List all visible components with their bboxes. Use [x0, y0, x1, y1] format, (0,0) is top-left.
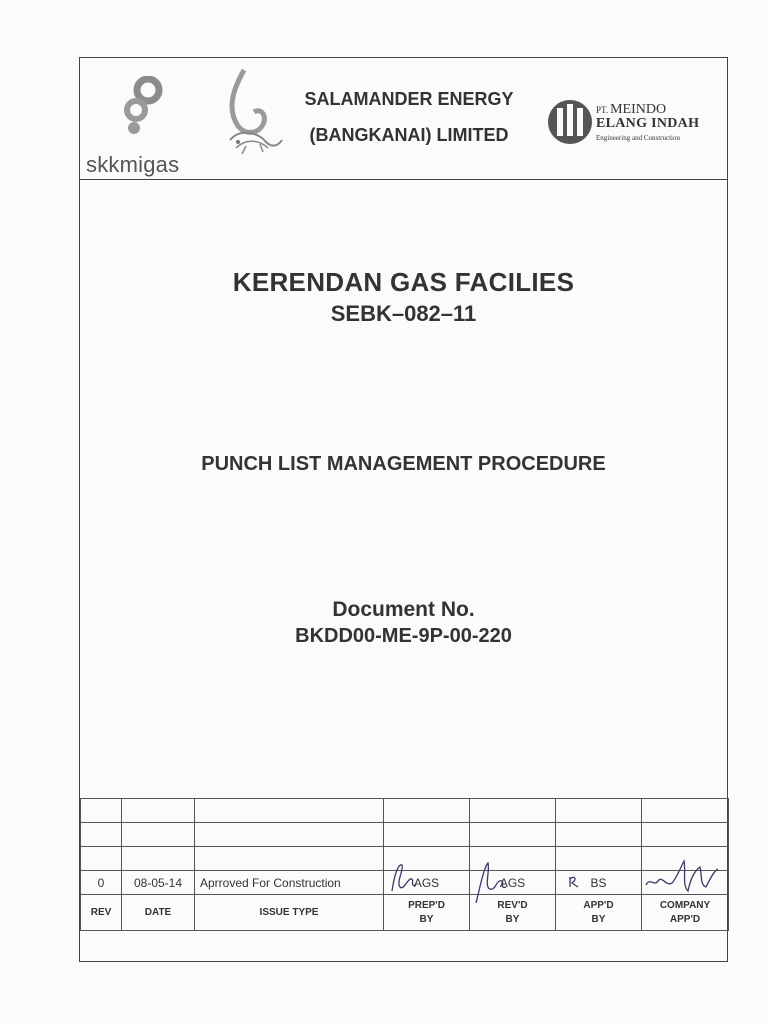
skkmigas-emblem-icon	[124, 76, 164, 138]
salamander-logo	[216, 68, 286, 168]
company-name	[300, 88, 518, 146]
table-row-empty	[81, 799, 729, 823]
document-frame	[79, 57, 728, 962]
date-cell: 08-05-14	[122, 871, 195, 895]
preped-cell	[384, 871, 470, 895]
meindo-line2: ELANG INDAH	[596, 116, 700, 131]
apped-cell	[556, 871, 642, 895]
reved-cell	[470, 871, 556, 895]
document-number-label: Document No.	[332, 598, 475, 621]
meindo-tagline: Engineering and Construction	[596, 134, 680, 142]
header-preped: PREP'D BY	[384, 895, 470, 931]
header-apped: APP'D BY	[556, 895, 642, 931]
document-header	[80, 58, 727, 180]
header-rev: REV	[81, 895, 122, 931]
table-row-empty	[81, 847, 729, 871]
reved-initials: AGS	[499, 875, 526, 890]
apped-initials: BS	[590, 875, 607, 890]
project-code: SEBK–082–11	[330, 301, 477, 326]
document-number: BKDD00-ME-9P-00-220	[295, 625, 512, 647]
meindo-line1: PT. MEINDO	[596, 102, 667, 117]
meindo-logo	[546, 96, 726, 156]
header-issue-type: ISSUE TYPE	[195, 895, 384, 931]
table-row-empty	[81, 823, 729, 847]
meindo-emblem-icon	[546, 96, 594, 148]
issue-type-cell: Aprroved For Construction	[195, 871, 384, 895]
table-row-rev0	[81, 871, 729, 895]
header-company: COMPANY APP'D	[642, 895, 729, 931]
rev-cell: 0	[81, 871, 122, 895]
project-title: KERENDAN GAS FACILIES	[232, 267, 575, 297]
revision-table	[80, 798, 729, 931]
header-reved: REV'D BY	[470, 895, 556, 931]
company-name-line1: SALAMANDER ENERGY	[304, 89, 514, 109]
skkmigas-logo	[84, 76, 214, 177]
procedure-title: PUNCH LIST MANAGEMENT PROCEDURE	[201, 453, 606, 475]
salamander-icon	[216, 68, 286, 168]
preped-initials: AGS	[413, 875, 440, 890]
table-header-row	[81, 895, 729, 931]
company-name-line2: (BANGKANAI) LIMITED	[309, 125, 509, 145]
company-cell	[642, 871, 729, 895]
header-date: DATE	[122, 895, 195, 931]
skkmigas-wordmark: skkmigas	[86, 152, 180, 177]
